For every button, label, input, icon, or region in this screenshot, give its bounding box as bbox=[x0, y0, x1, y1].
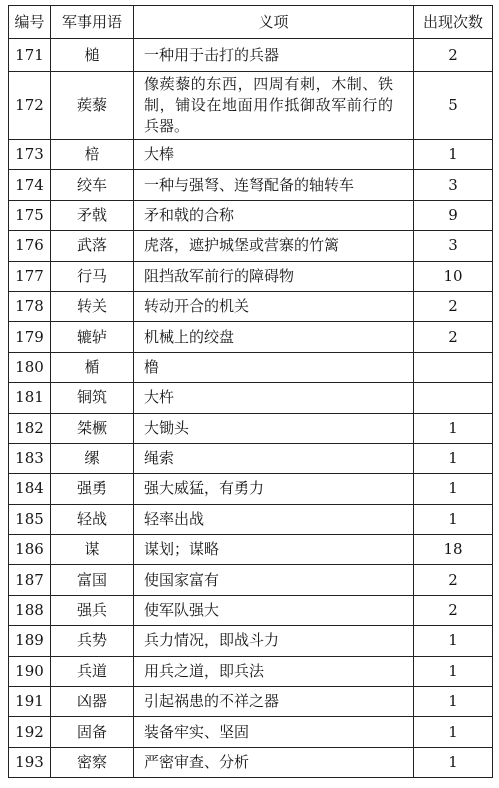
row-meaning-cell: 强大威猛，有勇力 bbox=[134, 474, 414, 504]
table-row bbox=[9, 656, 493, 686]
table-row bbox=[9, 39, 493, 72]
row-term-cell: 强兵 bbox=[51, 595, 134, 625]
row-term-cell: 武落 bbox=[51, 231, 134, 261]
row-id-cell: 191 bbox=[9, 687, 51, 717]
table-row bbox=[9, 474, 493, 504]
table-row bbox=[9, 352, 493, 382]
row-term-cell: 密察 bbox=[51, 747, 134, 777]
table-row bbox=[9, 504, 493, 534]
table-row bbox=[9, 200, 493, 230]
row-id-cell: 181 bbox=[9, 383, 51, 413]
row-term-cell: 凶器 bbox=[51, 687, 134, 717]
row-count-cell: 9 bbox=[414, 200, 493, 230]
row-count-cell: 2 bbox=[414, 565, 493, 595]
row-term-cell: 轻战 bbox=[51, 504, 134, 534]
row-count-cell: 2 bbox=[414, 595, 493, 625]
row-term-cell: 蒺藜 bbox=[51, 72, 134, 140]
row-term-cell: 固备 bbox=[51, 717, 134, 747]
table-row bbox=[9, 595, 493, 625]
row-meaning-cell: 用兵之道，即兵法 bbox=[134, 656, 414, 686]
row-count-cell: 1 bbox=[414, 413, 493, 443]
row-id-cell: 176 bbox=[9, 231, 51, 261]
row-term-cell: 棓 bbox=[51, 140, 134, 170]
row-meaning-cell: 虎落，遮护城堡或营寨的竹篱 bbox=[134, 231, 414, 261]
row-term-cell: 兵道 bbox=[51, 656, 134, 686]
table-header bbox=[9, 6, 493, 39]
row-count-cell: 18 bbox=[414, 535, 493, 565]
row-meaning-cell: 使国家富有 bbox=[134, 565, 414, 595]
row-term-cell: 行马 bbox=[51, 261, 134, 291]
row-id-cell: 179 bbox=[9, 322, 51, 352]
row-meaning-cell: 兵力情况，即战斗力 bbox=[134, 626, 414, 656]
row-meaning-cell: 装备牢实、坚固 bbox=[134, 717, 414, 747]
row-count-cell: 3 bbox=[414, 231, 493, 261]
row-count-cell bbox=[414, 352, 493, 382]
row-count-cell: 1 bbox=[414, 443, 493, 473]
table-row bbox=[9, 565, 493, 595]
row-count-cell: 2 bbox=[414, 39, 493, 72]
row-term-cell: 转关 bbox=[51, 291, 134, 321]
row-id-cell: 183 bbox=[9, 443, 51, 473]
row-meaning-cell: 绳索 bbox=[134, 443, 414, 473]
row-id-cell: 175 bbox=[9, 200, 51, 230]
row-count-cell: 3 bbox=[414, 170, 493, 200]
table-body bbox=[9, 39, 493, 778]
row-id-cell: 171 bbox=[9, 39, 51, 72]
table-row bbox=[9, 72, 493, 140]
row-term-cell: 强勇 bbox=[51, 474, 134, 504]
table-row bbox=[9, 231, 493, 261]
row-id-cell: 187 bbox=[9, 565, 51, 595]
header-id: 编号 bbox=[9, 6, 51, 39]
row-id-cell: 189 bbox=[9, 626, 51, 656]
row-meaning-cell: 阻挡敌军前行的障碍物 bbox=[134, 261, 414, 291]
row-meaning-cell: 严密审查、分析 bbox=[134, 747, 414, 777]
table-row bbox=[9, 170, 493, 200]
row-term-cell: 富国 bbox=[51, 565, 134, 595]
table-row bbox=[9, 291, 493, 321]
row-term-cell: 谋 bbox=[51, 535, 134, 565]
row-id-cell: 188 bbox=[9, 595, 51, 625]
row-term-cell: 缧 bbox=[51, 443, 134, 473]
row-term-cell: 矛戟 bbox=[51, 200, 134, 230]
row-count-cell: 1 bbox=[414, 140, 493, 170]
row-meaning-cell: 一种用于击打的兵器 bbox=[134, 39, 414, 72]
header-count: 出现次数 bbox=[414, 6, 493, 39]
table-row bbox=[9, 717, 493, 747]
row-count-cell bbox=[414, 383, 493, 413]
table-row bbox=[9, 747, 493, 777]
row-id-cell: 185 bbox=[9, 504, 51, 534]
row-id-cell: 178 bbox=[9, 291, 51, 321]
row-id-cell: 182 bbox=[9, 413, 51, 443]
row-meaning-cell: 轻率出战 bbox=[134, 504, 414, 534]
row-id-cell: 192 bbox=[9, 717, 51, 747]
row-count-cell: 5 bbox=[414, 72, 493, 140]
header-row bbox=[9, 6, 493, 39]
table-row bbox=[9, 261, 493, 291]
table-row bbox=[9, 443, 493, 473]
row-meaning-cell: 大锄头 bbox=[134, 413, 414, 443]
row-meaning-cell: 矛和戟的合称 bbox=[134, 200, 414, 230]
row-term-cell: 铜筑 bbox=[51, 383, 134, 413]
row-meaning-cell: 一种与强弩、连弩配备的轴转车 bbox=[134, 170, 414, 200]
row-count-cell: 1 bbox=[414, 656, 493, 686]
header-meaning: 义项 bbox=[134, 6, 414, 39]
row-count-cell: 2 bbox=[414, 322, 493, 352]
row-count-cell: 1 bbox=[414, 626, 493, 656]
row-id-cell: 177 bbox=[9, 261, 51, 291]
row-meaning-cell: 使军队强大 bbox=[134, 595, 414, 625]
row-id-cell: 172 bbox=[9, 72, 51, 140]
row-term-cell: 兵势 bbox=[51, 626, 134, 656]
row-meaning-cell: 引起祸患的不祥之器 bbox=[134, 687, 414, 717]
row-meaning-cell: 橹 bbox=[134, 352, 414, 382]
table-row bbox=[9, 322, 493, 352]
military-terms-table bbox=[8, 5, 493, 778]
row-id-cell: 174 bbox=[9, 170, 51, 200]
row-meaning-cell: 机械上的绞盘 bbox=[134, 322, 414, 352]
row-count-cell: 1 bbox=[414, 747, 493, 777]
row-term-cell: 绞车 bbox=[51, 170, 134, 200]
row-id-cell: 186 bbox=[9, 535, 51, 565]
row-count-cell: 2 bbox=[414, 291, 493, 321]
table-row bbox=[9, 687, 493, 717]
table-row bbox=[9, 140, 493, 170]
table-row bbox=[9, 626, 493, 656]
row-meaning-cell: 转动开合的机关 bbox=[134, 291, 414, 321]
row-id-cell: 190 bbox=[9, 656, 51, 686]
table-row bbox=[9, 535, 493, 565]
row-term-cell: 楯 bbox=[51, 352, 134, 382]
row-term-cell: 槌 bbox=[51, 39, 134, 72]
row-id-cell: 184 bbox=[9, 474, 51, 504]
row-meaning-cell: 像蒺藜的东西，四周有刺，木制、铁制，铺设在地面用作抵御敌军前行的兵器。 bbox=[134, 72, 414, 140]
row-count-cell: 1 bbox=[414, 717, 493, 747]
row-count-cell: 1 bbox=[414, 474, 493, 504]
row-meaning-cell: 谋划；谋略 bbox=[134, 535, 414, 565]
table-row bbox=[9, 413, 493, 443]
row-term-cell: 桀橛 bbox=[51, 413, 134, 443]
row-id-cell: 173 bbox=[9, 140, 51, 170]
header-term: 军事用语 bbox=[51, 6, 134, 39]
row-count-cell: 1 bbox=[414, 687, 493, 717]
row-id-cell: 180 bbox=[9, 352, 51, 382]
row-count-cell: 10 bbox=[414, 261, 493, 291]
row-id-cell: 193 bbox=[9, 747, 51, 777]
row-count-cell: 1 bbox=[414, 504, 493, 534]
table-row bbox=[9, 383, 493, 413]
row-meaning-cell: 大杵 bbox=[134, 383, 414, 413]
row-term-cell: 辘轳 bbox=[51, 322, 134, 352]
row-meaning-cell: 大棒 bbox=[134, 140, 414, 170]
